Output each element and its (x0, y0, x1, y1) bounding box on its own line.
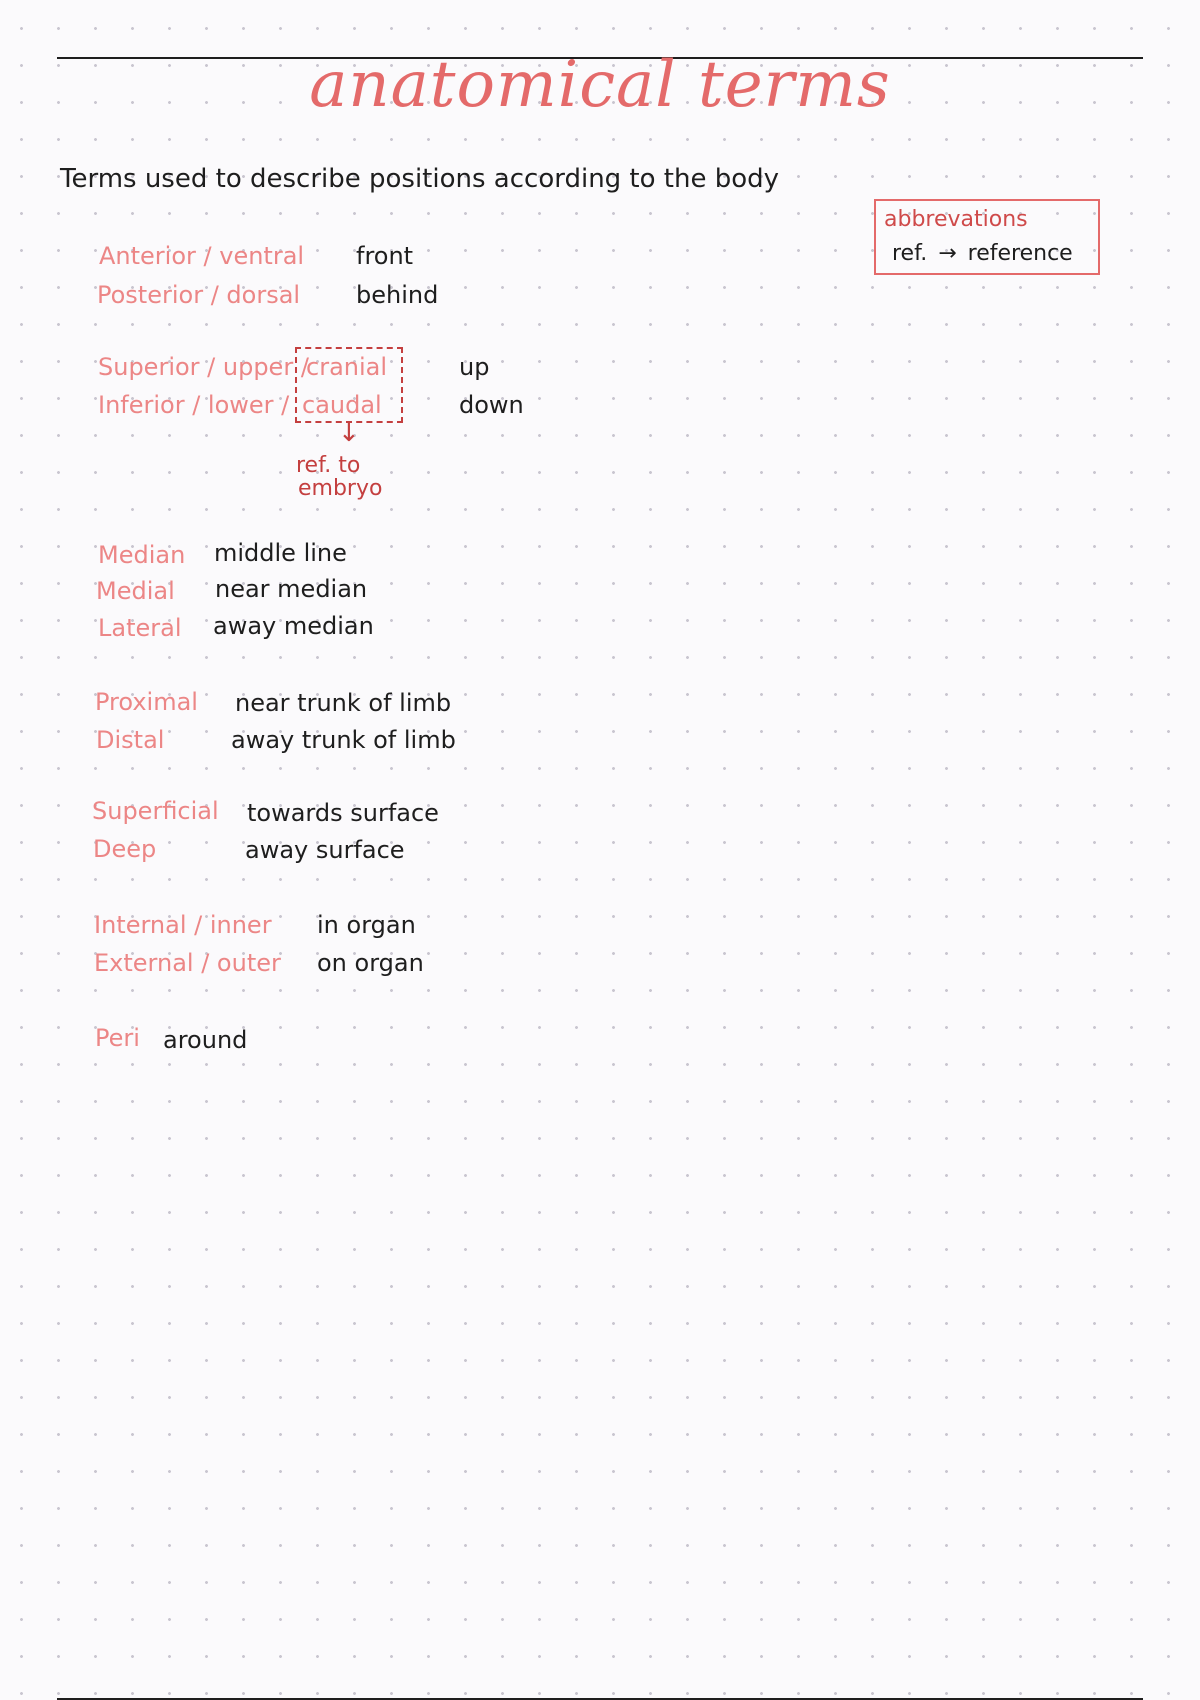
term-external: External / outer (94, 949, 281, 977)
note-line-1: ref. to (296, 453, 361, 478)
meaning-distal: away trunk of limb (231, 726, 456, 754)
term-distal: Distal (96, 726, 165, 754)
note-line-2: embryo (298, 476, 383, 501)
term-superior: Superior / upper / (98, 353, 309, 381)
term-medial: Medial (96, 577, 175, 605)
meaning-anterior: front (356, 242, 414, 270)
arrow-down-icon: ↓ (338, 418, 360, 448)
page-title: anatomical terms (309, 48, 891, 122)
meaning-internal: in organ (317, 911, 416, 939)
meaning-superficial: towards surface (247, 799, 439, 827)
term-cranial: cranial (306, 353, 388, 381)
meaning-proximal: near trunk of limb (235, 689, 452, 717)
meaning-lateral: away median (213, 612, 374, 640)
term-median: Median (98, 541, 186, 569)
term-caudal: caudal (302, 391, 382, 419)
term-inferior: Inferior / lower / (98, 391, 290, 419)
meaning-inferior: down (459, 391, 524, 419)
abbreviation-meaning: reference (967, 241, 1073, 266)
intro-text: Terms used to describe positions according to the body (60, 164, 780, 194)
term-lateral: Lateral (98, 614, 182, 642)
term-proximal: Proximal (95, 688, 198, 716)
abbreviations-box (874, 199, 1100, 275)
meaning-deep: away surface (245, 836, 405, 864)
term-posterior: Posterior / dorsal (97, 281, 301, 309)
arrow-right-icon: → (938, 241, 957, 266)
meaning-medial: near median (215, 575, 368, 603)
meaning-peri: around (163, 1026, 248, 1054)
meaning-posterior: behind (356, 281, 439, 309)
term-deep: Deep (93, 835, 157, 863)
abbreviations-heading: abbrevations (884, 207, 1028, 232)
meaning-median: middle line (214, 539, 347, 567)
meaning-superior: up (459, 353, 490, 381)
abbreviation-row (892, 241, 1073, 266)
term-anterior: Anterior / ventral (99, 242, 305, 270)
term-internal: Internal / inner (94, 911, 272, 939)
abbreviation-short: ref. (892, 241, 928, 266)
term-superficial: Superficial (92, 797, 219, 825)
meaning-external: on organ (317, 949, 424, 977)
term-peri: Peri (95, 1024, 140, 1052)
